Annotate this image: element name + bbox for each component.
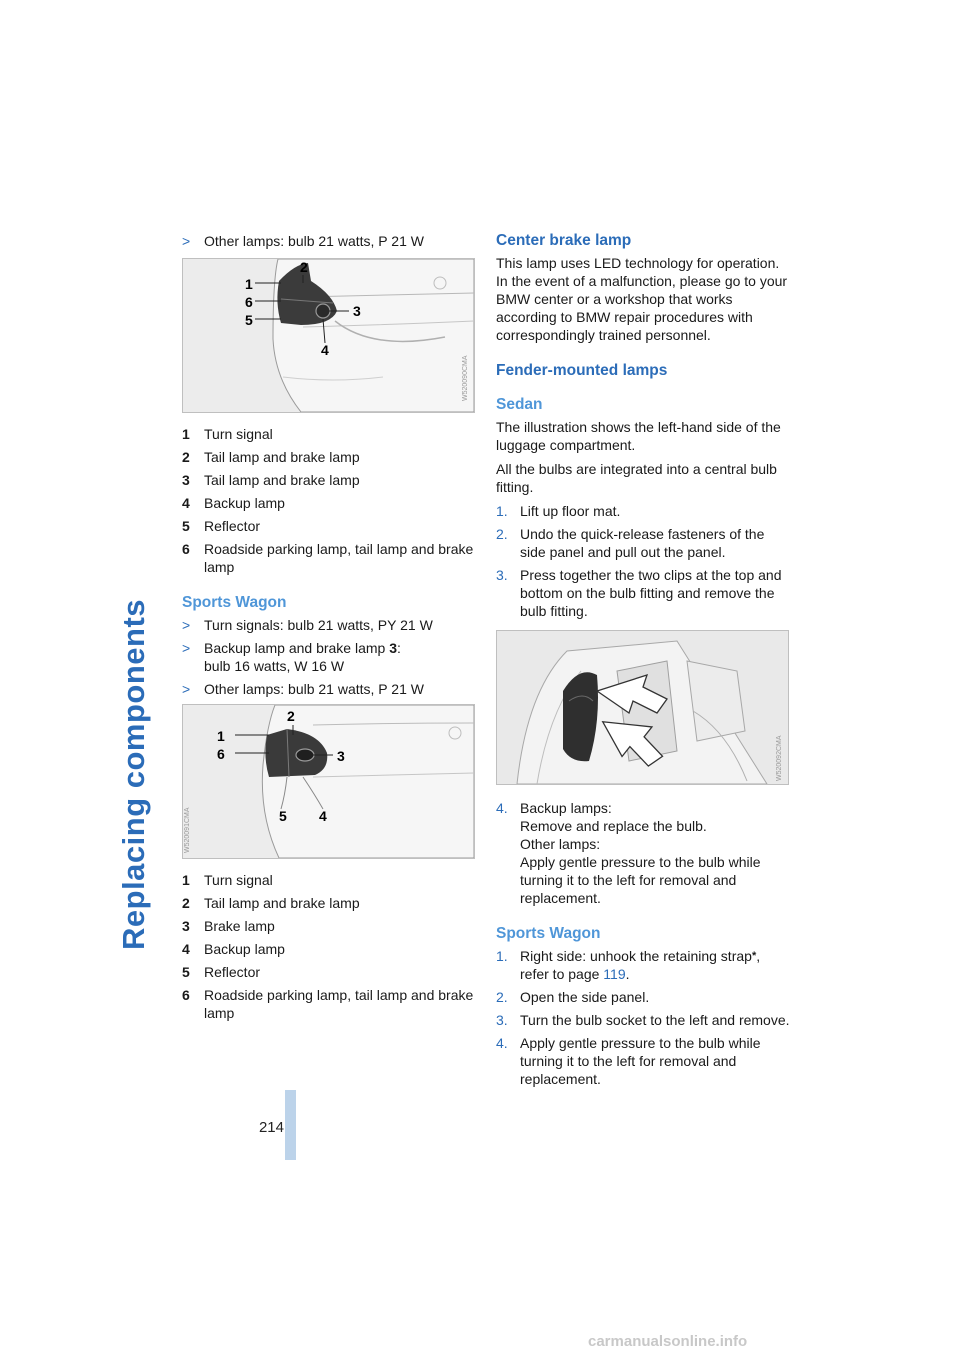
bullet-marker: > xyxy=(182,640,191,656)
callout-4: 4 xyxy=(319,808,327,824)
bullet-ref: 3 xyxy=(389,640,398,656)
sedan-tail-lamp-illustration xyxy=(183,259,474,412)
sedan-heading: Sedan xyxy=(496,396,543,413)
legend-item xyxy=(182,917,477,935)
callout-6: 6 xyxy=(245,294,253,310)
center-brake-lamp-text: This lamp uses LED technology for operation. In the event of a malfunction, please go to your BMW center or a workshop that works according to BMW repair procedures with correspondingly trained personnel. xyxy=(496,255,788,343)
sedan-step xyxy=(496,525,793,561)
legend-text: Reflector xyxy=(204,518,261,534)
step-punct: . xyxy=(625,966,630,982)
legend-num: 6 xyxy=(182,541,190,557)
legend-text: Turn signal xyxy=(204,426,273,442)
legend-item xyxy=(182,940,477,958)
section-side-title xyxy=(116,230,156,950)
sedan-paragraph-2: All the bulbs are integrated into a central bulb fitting. xyxy=(496,461,777,495)
step-number: 1. xyxy=(496,503,508,519)
callout-5: 5 xyxy=(245,312,253,328)
legend-num: 3 xyxy=(182,472,190,488)
callout-6: 6 xyxy=(217,746,225,762)
step-number: 1. xyxy=(496,948,508,964)
sedan-step xyxy=(496,502,793,520)
callout-1: 1 xyxy=(217,728,225,744)
callout-1: 1 xyxy=(245,276,253,292)
bullet-marker: > xyxy=(182,681,191,697)
step-text: Lift up floor mat. xyxy=(520,503,621,519)
legend-text: Brake lamp xyxy=(204,918,275,934)
legend-item xyxy=(182,986,477,1022)
step-text: Remove and replace the bulb. xyxy=(520,818,707,834)
legend-item xyxy=(182,517,477,535)
page-marker-bar xyxy=(285,1090,296,1160)
legend-item xyxy=(182,894,477,912)
section-title-text: Replacing components xyxy=(116,598,151,950)
step-number: 2. xyxy=(496,526,508,542)
sw-step xyxy=(496,947,793,983)
legend-item xyxy=(182,540,477,576)
step-text: refer to page xyxy=(520,966,604,982)
step-number: 3. xyxy=(496,1012,508,1028)
callout-3: 3 xyxy=(337,748,345,764)
sw-step xyxy=(496,1011,793,1029)
footer-watermark: carmanualsonline.info xyxy=(588,1333,748,1350)
bullet-marker: > xyxy=(182,233,191,249)
page-reference-link[interactable]: 119 xyxy=(603,966,626,982)
legend-text: Tail lamp and brake lamp xyxy=(204,449,360,465)
center-brake-lamp-heading: Center brake lamp xyxy=(496,232,632,249)
step-number: 3. xyxy=(496,567,508,583)
sports-wagon-heading: Sports Wagon xyxy=(182,594,287,611)
legend-text: Roadside parking lamp, tail lamp and brake lamp xyxy=(204,541,474,575)
callout-2: 2 xyxy=(287,708,295,724)
figure-code: W520092CMA xyxy=(776,735,783,781)
legend-text: Roadside parking lamp, tail lamp and brake lamp xyxy=(204,987,474,1021)
legend-num: 4 xyxy=(182,495,190,511)
figure-wagon-tail-lamp xyxy=(182,704,475,859)
legend-text: Backup lamp xyxy=(204,495,285,511)
fender-lamps-heading: Fender-mounted lamps xyxy=(496,362,668,379)
callout-3: 3 xyxy=(353,303,361,319)
sw-step xyxy=(496,1034,793,1088)
right-column xyxy=(496,232,793,1093)
legend-item xyxy=(182,448,477,466)
bullet-text: Turn signals: bulb 21 watts, PY 21 W xyxy=(204,617,433,633)
step-text: Backup lamps: xyxy=(520,800,612,816)
bullet-marker: > xyxy=(182,617,191,633)
step-text: Apply gentle pressure to the bulb while turning it to the left for removal and replacement. xyxy=(520,1035,761,1087)
bullet-text-line2: bulb 16 watts, W 16 W xyxy=(204,658,345,674)
step-text: Undo the quick-release fasteners of the side panel and pull out the panel. xyxy=(520,526,765,560)
legend-num: 2 xyxy=(182,895,190,911)
sports-wagon-heading-right: Sports Wagon xyxy=(496,925,601,942)
sedan-step xyxy=(496,566,793,620)
legend-item xyxy=(182,963,477,981)
legend-num: 4 xyxy=(182,941,190,957)
legend-text: Turn signal xyxy=(204,872,273,888)
legend-num: 1 xyxy=(182,872,190,888)
bullet-text: Other lamps: bulb 21 watts, P 21 W xyxy=(204,681,424,697)
bullet-text: Other lamps: bulb 21 watts, P 21 W xyxy=(204,233,424,249)
legend-sedan xyxy=(182,425,477,576)
legend-num: 1 xyxy=(182,426,190,442)
bullet-text: Backup lamp and brake lamp xyxy=(204,640,390,656)
callout-4: 4 xyxy=(321,342,329,358)
legend-num: 6 xyxy=(182,987,190,1003)
step-text: Other lamps: xyxy=(520,836,601,852)
legend-item xyxy=(182,494,477,512)
legend-num: 5 xyxy=(182,518,190,534)
figure-sedan-tail-lamp xyxy=(182,258,475,413)
sedan-step-4 xyxy=(496,799,793,907)
figure-code: W520091CMA xyxy=(184,807,191,853)
legend-wagon xyxy=(182,871,477,1022)
step-punct: , xyxy=(756,948,761,964)
legend-text: Tail lamp and brake lamp xyxy=(204,472,360,488)
legend-num: 2 xyxy=(182,449,190,465)
step-text: Turn the bulb socket to the left and remove. xyxy=(520,1012,790,1028)
step-number: 4. xyxy=(496,800,508,816)
wagon-tail-lamp-illustration xyxy=(183,705,474,858)
sw-bullet xyxy=(182,639,477,675)
callout-5: 5 xyxy=(279,808,287,824)
step-number: 4. xyxy=(496,1035,508,1051)
bullet-punct: : xyxy=(397,640,401,656)
figure-sedan-trunk-bulb-fitting xyxy=(496,630,789,785)
sw-bullet xyxy=(182,616,477,634)
sw-step xyxy=(496,988,793,1006)
sw-bullet xyxy=(182,680,477,698)
trunk-bulb-fitting-illustration xyxy=(497,631,788,784)
legend-item xyxy=(182,471,477,489)
step-text: Apply gentle pressure to the bulb while turning it to the left for removal and replacement. xyxy=(520,854,761,906)
step-text: Right side: unhook the retaining strap xyxy=(520,948,752,964)
option-star: * xyxy=(751,950,757,962)
intro-bullet xyxy=(182,232,477,250)
legend-num: 3 xyxy=(182,918,190,934)
callout-2: 2 xyxy=(300,259,308,275)
legend-num: 5 xyxy=(182,964,190,980)
legend-text: Tail lamp and brake lamp xyxy=(204,895,360,911)
legend-item xyxy=(182,871,477,889)
legend-item xyxy=(182,425,477,443)
left-column xyxy=(182,232,477,1027)
sedan-paragraph-1: The illustration shows the left-hand side of the luggage compartment. xyxy=(496,419,781,453)
step-number: 2. xyxy=(496,989,508,1005)
legend-text: Reflector xyxy=(204,964,261,980)
step-text: Press together the two clips at the top and bottom on the bulb fitting and remove the bulb fitting. xyxy=(520,567,782,619)
page-number: 214 xyxy=(258,1119,284,1136)
legend-text: Backup lamp xyxy=(204,941,285,957)
figure-code: W520090CMA xyxy=(462,355,469,401)
step-text: Open the side panel. xyxy=(520,989,650,1005)
